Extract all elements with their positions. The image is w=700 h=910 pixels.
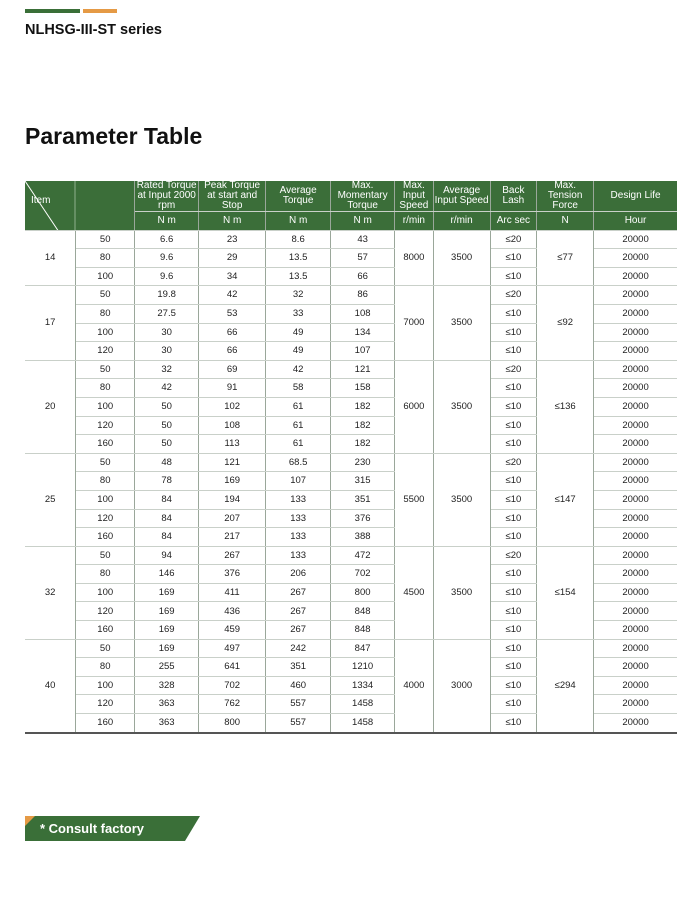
avg-torque-cell: 58: [266, 379, 331, 398]
max-speed-cell: 7000: [395, 286, 434, 360]
rated-torque-cell: 50: [135, 416, 199, 435]
rated-torque-cell: 94: [135, 546, 199, 565]
life-cell: 20000: [594, 546, 677, 565]
avg-torque-cell: 32: [266, 286, 331, 305]
ratio-cell: 120: [76, 695, 135, 714]
max-speed-cell: 5500: [395, 453, 434, 546]
rated-torque-cell: 169: [135, 583, 199, 602]
backlash-cell: ≤10: [490, 304, 537, 323]
backlash-cell: ≤10: [490, 695, 537, 714]
avg-torque-cell: 61: [266, 416, 331, 435]
backlash-cell: ≤10: [490, 249, 537, 268]
rated-torque-cell: 9.6: [135, 249, 199, 268]
life-cell: 20000: [594, 453, 677, 472]
max-moment-cell: 1458: [331, 695, 395, 714]
peak-torque-cell: 702: [199, 676, 266, 695]
rated-torque-header: Rated Torque at Input 2000 rpm: [135, 181, 199, 212]
max-moment-cell: 848: [331, 602, 395, 621]
avg-speed-cell: 3500: [433, 546, 490, 639]
avg-torque-cell: 267: [266, 621, 331, 640]
avg-torque-cell: 460: [266, 676, 331, 695]
life-cell: 20000: [594, 249, 677, 268]
consult-factory-banner: [25, 816, 200, 841]
max-moment-cell: 43: [331, 230, 395, 249]
life-cell: 20000: [594, 490, 677, 509]
backlash-cell: ≤10: [490, 472, 537, 491]
backlash-unit: Arc sec: [490, 212, 537, 231]
peak-torque-cell: 102: [199, 397, 266, 416]
backlash-cell: ≤10: [490, 714, 537, 733]
max-moment-cell: 121: [331, 360, 395, 379]
max-speed-unit: r/min: [395, 212, 434, 231]
life-header: Design Life: [594, 181, 677, 212]
backlash-cell: ≤20: [490, 453, 537, 472]
max-moment-header: Max. Momentary Torque: [331, 181, 395, 212]
peak-torque-cell: 66: [199, 323, 266, 342]
rated-torque-cell: 48: [135, 453, 199, 472]
backlash-cell: ≤10: [490, 342, 537, 361]
max-moment-cell: 315: [331, 472, 395, 491]
ratio-cell: 160: [76, 528, 135, 547]
rated-torque-cell: 50: [135, 435, 199, 454]
max-speed-cell: 6000: [395, 360, 434, 453]
model-cell: 40: [25, 639, 76, 732]
avg-speed-cell: 3500: [433, 230, 490, 286]
backlash-cell: ≤10: [490, 528, 537, 547]
table-row: [25, 230, 677, 249]
rated-torque-cell: 19.8: [135, 286, 199, 305]
tension-cell: ≤154: [537, 546, 594, 639]
peak-torque-cell: 217: [199, 528, 266, 547]
max-moment-cell: 158: [331, 379, 395, 398]
max-moment-cell: 230: [331, 453, 395, 472]
rated-torque-cell: 84: [135, 490, 199, 509]
peak-torque-cell: 113: [199, 435, 266, 454]
avg-speed-unit: r/min: [433, 212, 490, 231]
life-cell: 20000: [594, 230, 677, 249]
ratio-cell: 80: [76, 565, 135, 584]
backlash-cell: ≤10: [490, 323, 537, 342]
life-cell: 20000: [594, 639, 677, 658]
max-moment-cell: 134: [331, 323, 395, 342]
backlash-cell: ≤10: [490, 397, 537, 416]
backlash-cell: ≤20: [490, 546, 537, 565]
life-cell: 20000: [594, 565, 677, 584]
tension-cell: ≤136: [537, 360, 594, 453]
max-moment-cell: 388: [331, 528, 395, 547]
peak-torque-cell: 23: [199, 230, 266, 249]
max-moment-cell: 800: [331, 583, 395, 602]
rated-torque-cell: 255: [135, 658, 199, 677]
parameter-table-container: [25, 181, 677, 734]
avg-torque-cell: 557: [266, 695, 331, 714]
life-cell: 20000: [594, 304, 677, 323]
life-cell: 20000: [594, 435, 677, 454]
page-title: Parameter Table: [25, 123, 203, 149]
life-cell: 20000: [594, 360, 677, 379]
avg-speed-cell: 3000: [433, 639, 490, 732]
ratio-cell: 50: [76, 286, 135, 305]
avg-torque-cell: 61: [266, 435, 331, 454]
ratio-cell: 100: [76, 397, 135, 416]
table-body: [25, 230, 677, 733]
peak-torque-cell: 459: [199, 621, 266, 640]
life-cell: 20000: [594, 267, 677, 286]
max-moment-cell: 86: [331, 286, 395, 305]
backlash-cell: ≤20: [490, 230, 537, 249]
ratio-cell: 50: [76, 639, 135, 658]
avg-torque-cell: 42: [266, 360, 331, 379]
parameter-table: [25, 181, 677, 734]
rated-torque-cell: 84: [135, 509, 199, 528]
peak-torque-cell: 42: [199, 286, 266, 305]
green-accent-bar: [25, 9, 80, 13]
table-row: [25, 360, 677, 379]
backlash-cell: ≤10: [490, 490, 537, 509]
tension-cell: ≤77: [537, 230, 594, 286]
avg-torque-cell: 133: [266, 546, 331, 565]
backlash-cell: ≤10: [490, 639, 537, 658]
avg-torque-cell: 242: [266, 639, 331, 658]
max-moment-cell: 472: [331, 546, 395, 565]
consult-factory-text: * Consult factory: [40, 821, 145, 836]
peak-torque-unit: N m: [199, 212, 266, 231]
life-cell: 20000: [594, 714, 677, 733]
ratio-cell: 160: [76, 621, 135, 640]
avg-torque-cell: 33: [266, 304, 331, 323]
backlash-cell: ≤10: [490, 676, 537, 695]
peak-torque-cell: 641: [199, 658, 266, 677]
peak-torque-header: Peak Torque at start and Stop: [199, 181, 266, 212]
max-speed-cell: 4000: [395, 639, 434, 732]
ratio-cell: 100: [76, 583, 135, 602]
rated-torque-cell: 50: [135, 397, 199, 416]
max-moment-cell: 848: [331, 621, 395, 640]
peak-torque-cell: 69: [199, 360, 266, 379]
peak-torque-cell: 762: [199, 695, 266, 714]
backlash-cell: ≤20: [490, 360, 537, 379]
backlash-cell: ≤10: [490, 416, 537, 435]
life-cell: 20000: [594, 323, 677, 342]
rated-torque-cell: 30: [135, 323, 199, 342]
avg-torque-cell: 267: [266, 602, 331, 621]
backlash-header: Back Lash: [490, 181, 537, 212]
backlash-cell: ≤10: [490, 565, 537, 584]
peak-torque-cell: 91: [199, 379, 266, 398]
avg-torque-cell: 8.6: [266, 230, 331, 249]
life-cell: 20000: [594, 397, 677, 416]
backlash-cell: ≤10: [490, 602, 537, 621]
max-moment-unit: N m: [331, 212, 395, 231]
max-moment-cell: 66: [331, 267, 395, 286]
model-cell: 25: [25, 453, 76, 546]
avg-torque-cell: 267: [266, 583, 331, 602]
peak-torque-cell: 267: [199, 546, 266, 565]
peak-torque-cell: 66: [199, 342, 266, 361]
life-cell: 20000: [594, 342, 677, 361]
rated-torque-cell: 84: [135, 528, 199, 547]
tension-unit: N: [537, 212, 594, 231]
backlash-cell: ≤10: [490, 621, 537, 640]
peak-torque-cell: 121: [199, 453, 266, 472]
max-moment-cell: 1458: [331, 714, 395, 733]
ratio-cell: 160: [76, 714, 135, 733]
avg-torque-cell: 133: [266, 509, 331, 528]
life-cell: 20000: [594, 621, 677, 640]
peak-torque-cell: 207: [199, 509, 266, 528]
item-label: Item: [31, 195, 51, 206]
avg-torque-header: Average Torque: [266, 181, 331, 212]
ratio-cell: 80: [76, 304, 135, 323]
life-cell: 20000: [594, 528, 677, 547]
peak-torque-cell: 34: [199, 267, 266, 286]
peak-torque-cell: 29: [199, 249, 266, 268]
avg-speed-cell: 3500: [433, 360, 490, 453]
avg-torque-cell: 68.5: [266, 453, 331, 472]
ratio-cell: 80: [76, 658, 135, 677]
max-speed-cell: 4500: [395, 546, 434, 639]
life-cell: 20000: [594, 602, 677, 621]
peak-torque-cell: 411: [199, 583, 266, 602]
tension-cell: ≤92: [537, 286, 594, 360]
max-moment-cell: 182: [331, 416, 395, 435]
max-speed-header: Max. Input Speed: [395, 181, 434, 212]
life-cell: 20000: [594, 379, 677, 398]
avg-torque-unit: N m: [266, 212, 331, 231]
avg-torque-cell: 351: [266, 658, 331, 677]
rated-torque-cell: 78: [135, 472, 199, 491]
backlash-cell: ≤10: [490, 509, 537, 528]
max-moment-cell: 108: [331, 304, 395, 323]
backlash-cell: ≤10: [490, 435, 537, 454]
max-moment-cell: 702: [331, 565, 395, 584]
peak-torque-cell: 53: [199, 304, 266, 323]
ratio-cell: 50: [76, 453, 135, 472]
ratio-cell: 100: [76, 323, 135, 342]
life-cell: 20000: [594, 676, 677, 695]
life-cell: 20000: [594, 509, 677, 528]
ratio-cell: 160: [76, 435, 135, 454]
peak-torque-cell: 376: [199, 565, 266, 584]
max-moment-cell: 57: [331, 249, 395, 268]
backlash-cell: ≤10: [490, 379, 537, 398]
ratio-cell: 80: [76, 379, 135, 398]
avg-torque-cell: 13.5: [266, 249, 331, 268]
backlash-cell: ≤10: [490, 583, 537, 602]
ratio-cell: 120: [76, 342, 135, 361]
avg-speed-cell: 3500: [433, 453, 490, 546]
max-moment-cell: 182: [331, 435, 395, 454]
peak-torque-cell: 169: [199, 472, 266, 491]
tension-cell: ≤147: [537, 453, 594, 546]
rated-torque-unit: N m: [135, 212, 199, 231]
ratio-cell: 50: [76, 360, 135, 379]
peak-torque-cell: 108: [199, 416, 266, 435]
model-cell: 20: [25, 360, 76, 453]
max-moment-cell: 182: [331, 397, 395, 416]
life-cell: 20000: [594, 416, 677, 435]
rated-torque-cell: 146: [135, 565, 199, 584]
avg-torque-cell: 13.5: [266, 267, 331, 286]
backlash-cell: ≤10: [490, 658, 537, 677]
rated-torque-cell: 169: [135, 639, 199, 658]
avg-torque-cell: 107: [266, 472, 331, 491]
rated-torque-cell: 6.6: [135, 230, 199, 249]
item-model-header: [25, 181, 135, 230]
rated-torque-cell: 9.6: [135, 267, 199, 286]
backlash-cell: ≤20: [490, 286, 537, 305]
ratio-cell: 120: [76, 416, 135, 435]
rated-torque-cell: 169: [135, 602, 199, 621]
rated-torque-cell: 30: [135, 342, 199, 361]
series-title: NLHSG-III-ST series: [25, 22, 162, 38]
model-cell: 17: [25, 286, 76, 360]
header-accent-bars: [25, 9, 117, 13]
peak-torque-cell: 800: [199, 714, 266, 733]
peak-torque-cell: 436: [199, 602, 266, 621]
orange-accent-bar: [83, 9, 117, 13]
max-moment-cell: 351: [331, 490, 395, 509]
avg-torque-cell: 133: [266, 528, 331, 547]
rated-torque-cell: 363: [135, 714, 199, 733]
ratio-cell: 80: [76, 472, 135, 491]
rated-torque-cell: 328: [135, 676, 199, 695]
avg-torque-cell: 557: [266, 714, 331, 733]
rated-torque-cell: 363: [135, 695, 199, 714]
peak-torque-cell: 194: [199, 490, 266, 509]
max-moment-cell: 107: [331, 342, 395, 361]
table-row: [25, 546, 677, 565]
life-cell: 20000: [594, 472, 677, 491]
avg-torque-cell: 49: [266, 323, 331, 342]
table-row: [25, 286, 677, 305]
tension-header: Max. Tension Force: [537, 181, 594, 212]
table-row: [25, 453, 677, 472]
rated-torque-cell: 169: [135, 621, 199, 640]
header-row: [25, 181, 677, 212]
avg-speed-header: Average Input Speed: [433, 181, 490, 212]
max-moment-cell: 376: [331, 509, 395, 528]
rated-torque-cell: 32: [135, 360, 199, 379]
ratio-cell: 80: [76, 249, 135, 268]
ratio-cell: 120: [76, 602, 135, 621]
max-speed-cell: 8000: [395, 230, 434, 286]
max-moment-cell: 847: [331, 639, 395, 658]
rated-torque-cell: 27.5: [135, 304, 199, 323]
ratio-cell: 100: [76, 490, 135, 509]
ratio-cell: 50: [76, 546, 135, 565]
life-cell: 20000: [594, 658, 677, 677]
tension-cell: ≤294: [537, 639, 594, 732]
avg-torque-cell: 49: [266, 342, 331, 361]
avg-torque-cell: 133: [266, 490, 331, 509]
life-cell: 20000: [594, 286, 677, 305]
life-cell: 20000: [594, 583, 677, 602]
peak-torque-cell: 497: [199, 639, 266, 658]
max-moment-cell: 1334: [331, 676, 395, 695]
max-moment-cell: 1210: [331, 658, 395, 677]
avg-torque-cell: 206: [266, 565, 331, 584]
model-cell: 32: [25, 546, 76, 639]
life-unit: Hour: [594, 212, 677, 231]
ratio-cell: 120: [76, 509, 135, 528]
ratio-cell: 50: [76, 230, 135, 249]
ratio-cell: 100: [76, 676, 135, 695]
ratio-cell: 100: [76, 267, 135, 286]
rated-torque-cell: 42: [135, 379, 199, 398]
model-cell: 14: [25, 230, 76, 286]
backlash-cell: ≤10: [490, 267, 537, 286]
avg-torque-cell: 61: [266, 397, 331, 416]
life-cell: 20000: [594, 695, 677, 714]
table-row: [25, 639, 677, 658]
avg-speed-cell: 3500: [433, 286, 490, 360]
